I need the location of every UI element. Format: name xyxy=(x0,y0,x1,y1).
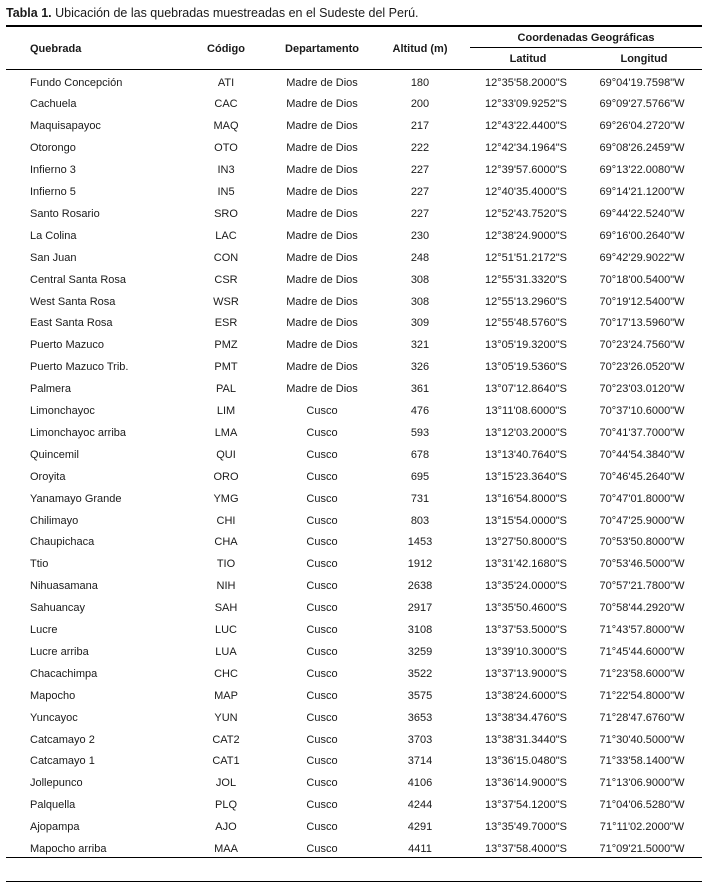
cell-latitud: 12°40'35.4000"S xyxy=(485,186,567,198)
cell-latitud: 13°35'24.0000"S xyxy=(485,580,567,593)
coordenadas-subrule xyxy=(470,47,702,48)
table-row xyxy=(6,115,702,137)
cell-longitud: 71°43'57.8000"W xyxy=(599,624,685,636)
table-row xyxy=(6,181,702,203)
cell-longitud: 69°08'26.2459"W xyxy=(599,142,685,155)
cell-altitud: 593 xyxy=(410,426,430,439)
cell-altitud: 227 xyxy=(410,186,430,198)
cell-longitud: 70°23'26.0520"W xyxy=(599,361,685,374)
cell-codigo: CHI xyxy=(216,514,236,527)
cell-longitud: 69°13'22.0080"W xyxy=(599,164,685,177)
cell-departamento: Cusco xyxy=(306,667,338,680)
cell-codigo: CAC xyxy=(214,98,238,111)
cell-codigo: ATI xyxy=(217,76,235,89)
cell-latitud: 13°15'23.3640"S xyxy=(485,470,567,483)
table-row xyxy=(6,575,702,597)
cell-altitud: 308 xyxy=(410,295,430,308)
cell-codigo: MAP xyxy=(214,689,238,702)
cell-latitud: 13°12'03.2000"S xyxy=(485,426,567,439)
table-row xyxy=(6,488,702,510)
cell-latitud: 13°05'19.3200"S xyxy=(485,339,567,352)
cell-longitud: 70°47'01.8000"W xyxy=(599,492,685,505)
top-rule xyxy=(6,25,702,27)
cell-quebrada: Palquella xyxy=(30,799,76,812)
cell-longitud: 70°53'46.5000"W xyxy=(599,558,685,571)
cell-codigo: TIO xyxy=(216,558,236,571)
cell-quebrada: Infierno 3 xyxy=(30,164,76,177)
cell-latitud: 13°11'08.6000"S xyxy=(485,405,567,417)
cell-altitud: 803 xyxy=(410,514,430,527)
cell-departamento: Cusco xyxy=(306,470,338,483)
cell-quebrada: Infierno 5 xyxy=(30,186,76,198)
cell-quebrada: Chaupichaca xyxy=(30,536,95,549)
cell-altitud: 731 xyxy=(410,492,430,505)
cell-altitud: 678 xyxy=(410,448,430,461)
cell-latitud: 13°37'54.1200"S xyxy=(485,799,567,812)
cell-departamento: Cusco xyxy=(306,580,338,593)
cell-codigo: CAT2 xyxy=(212,733,240,746)
cell-longitud: 70°18'00.5400"W xyxy=(599,273,685,286)
cell-altitud: 227 xyxy=(410,164,430,177)
cell-longitud: 71°33'58.1400"W xyxy=(599,755,685,768)
table-row xyxy=(6,137,702,159)
cell-departamento: Madre de Dios xyxy=(286,229,358,242)
table-row xyxy=(6,729,702,751)
header-quebrada: Quebrada xyxy=(30,43,82,55)
cell-longitud: 70°58'44.2920"W xyxy=(599,602,685,615)
cell-quebrada: Otorongo xyxy=(30,142,76,155)
header-longitud: Longitud xyxy=(620,53,668,65)
cell-quebrada: Sahuancay xyxy=(30,602,86,615)
table-row xyxy=(6,641,702,663)
cell-altitud: 222 xyxy=(410,142,430,155)
cell-quebrada: Catcamayo 2 xyxy=(30,733,95,746)
cell-quebrada: Ttio xyxy=(30,558,49,571)
cell-departamento: Cusco xyxy=(306,536,338,549)
table-row xyxy=(6,531,702,553)
header-departamento: Departamento xyxy=(285,43,359,55)
cell-altitud: 3522 xyxy=(407,667,433,680)
cell-latitud: 13°16'54.8000"S xyxy=(485,492,567,505)
cell-latitud: 13°31'42.1680"S xyxy=(485,558,567,571)
cell-latitud: 13°38'31.3440"S xyxy=(485,733,567,746)
cell-departamento: Madre de Dios xyxy=(286,207,358,220)
cell-altitud: 180 xyxy=(410,76,430,89)
table-row xyxy=(6,356,702,378)
cell-altitud: 217 xyxy=(410,120,430,133)
cell-altitud: 3703 xyxy=(407,733,433,746)
cell-codigo: AJO xyxy=(215,821,237,834)
cell-latitud: 12°43'22.4400"S xyxy=(485,120,567,133)
cell-altitud: 248 xyxy=(410,251,430,264)
table-row xyxy=(6,378,702,400)
cell-longitud: 69°09'27.5766"W xyxy=(599,98,685,111)
cell-codigo: QUI xyxy=(216,448,236,461)
cell-latitud: 13°38'24.6000"S xyxy=(485,689,567,702)
cell-departamento: Madre de Dios xyxy=(286,98,358,111)
table-row xyxy=(6,750,702,772)
cell-departamento: Madre de Dios xyxy=(286,120,358,133)
cell-departamento: Madre de Dios xyxy=(286,142,358,155)
cell-codigo: WSR xyxy=(213,295,239,308)
cell-departamento: Cusco xyxy=(306,405,338,417)
cell-departamento: Madre de Dios xyxy=(286,76,358,89)
cell-quebrada: Limonchayoc xyxy=(30,405,95,417)
cell-longitud: 70°46'45.2640"W xyxy=(599,470,685,483)
cell-quebrada: Central Santa Rosa xyxy=(30,273,126,286)
cell-latitud: 12°38'24.9000"S xyxy=(485,229,567,242)
cell-departamento: Madre de Dios xyxy=(286,339,358,352)
cell-codigo: IN3 xyxy=(217,164,235,177)
cell-codigo: LUC xyxy=(214,624,237,636)
cell-altitud: 3714 xyxy=(407,755,433,768)
cell-quebrada: Mapocho arriba xyxy=(30,843,107,855)
cell-codigo: PMT xyxy=(214,361,238,374)
table-row xyxy=(6,707,702,729)
cell-longitud: 70°23'24.7560"W xyxy=(599,339,685,352)
cell-altitud: 3575 xyxy=(407,689,433,702)
cell-departamento: Cusco xyxy=(306,492,338,505)
cell-latitud: 13°35'50.4600"S xyxy=(485,602,567,615)
cell-latitud: 13°27'50.8000"S xyxy=(485,536,567,549)
cell-quebrada: Jollepunco xyxy=(30,777,83,790)
cell-altitud: 309 xyxy=(410,317,430,330)
cell-departamento: Madre de Dios xyxy=(286,361,358,374)
cell-departamento: Cusco xyxy=(306,645,338,658)
table-row xyxy=(6,619,702,641)
cell-latitud: 12°42'34.1964"S xyxy=(485,142,567,155)
cell-departamento: Cusco xyxy=(306,426,338,439)
cell-quebrada: Quincemil xyxy=(30,448,79,461)
cell-departamento: Cusco xyxy=(306,843,338,855)
cell-latitud: 13°15'54.0000"S xyxy=(485,514,567,527)
cell-quebrada: East Santa Rosa xyxy=(30,317,113,330)
cell-codigo: ORO xyxy=(213,470,239,483)
cell-quebrada: Ajopampa xyxy=(30,821,80,834)
cell-quebrada: Chilimayo xyxy=(30,514,79,527)
cell-quebrada: La Colina xyxy=(30,229,77,242)
cell-altitud: 476 xyxy=(410,405,430,417)
cell-altitud: 4244 xyxy=(407,799,433,812)
table-row xyxy=(6,510,702,532)
cell-altitud: 308 xyxy=(410,273,430,286)
cell-codigo: LAC xyxy=(215,229,237,242)
cell-departamento: Madre de Dios xyxy=(286,295,358,308)
cell-altitud: 326 xyxy=(410,361,430,374)
cell-codigo: PLQ xyxy=(214,799,237,812)
cell-altitud: 3108 xyxy=(407,624,433,636)
cell-longitud: 70°17'13.5960"W xyxy=(599,317,685,330)
cell-quebrada: Puerto Mazuco Trib. xyxy=(30,361,129,374)
cell-latitud: 13°38'34.4760"S xyxy=(485,711,567,724)
cell-codigo: IN5 xyxy=(217,186,235,198)
cell-altitud: 200 xyxy=(410,98,430,111)
cell-altitud: 230 xyxy=(410,229,430,242)
cell-latitud: 12°52'43.7520"S xyxy=(485,207,567,220)
table-row xyxy=(6,159,702,181)
cell-codigo: JOL xyxy=(215,777,237,790)
cell-departamento: Madre de Dios xyxy=(286,164,358,177)
header-coordenadas: Coordenadas Geográficas xyxy=(517,32,655,44)
cell-latitud: 12°35'58.2000"S xyxy=(485,76,567,89)
table-row xyxy=(6,553,702,575)
cell-latitud: 13°35'49.7000"S xyxy=(485,821,567,834)
cell-codigo: OTO xyxy=(214,142,238,155)
cell-latitud: 13°07'12.8640"S xyxy=(485,383,567,396)
header-latitud: Latitud xyxy=(509,53,547,65)
cell-altitud: 3653 xyxy=(407,711,433,724)
cell-codigo: CHA xyxy=(214,536,238,549)
cell-codigo: LUA xyxy=(215,645,237,658)
cell-departamento: Cusco xyxy=(306,821,338,834)
cell-altitud: 1453 xyxy=(407,536,433,549)
table-row xyxy=(6,794,702,816)
cell-altitud: 4411 xyxy=(408,843,432,855)
cell-latitud: 13°05'19.5360"S xyxy=(485,361,567,374)
cell-altitud: 227 xyxy=(410,207,430,220)
cell-longitud: 70°23'03.0120"W xyxy=(599,383,685,396)
cell-quebrada: Santo Rosario xyxy=(30,207,100,220)
table-row xyxy=(6,400,702,422)
cell-latitud: 12°55'48.5760"S xyxy=(485,317,567,330)
cell-quebrada: Cachuela xyxy=(30,98,77,111)
cell-quebrada: San Juan xyxy=(30,251,77,264)
table-row xyxy=(6,772,702,794)
cell-quebrada: Oroyita xyxy=(30,470,66,483)
cell-departamento: Cusco xyxy=(306,777,338,790)
cell-codigo: YUN xyxy=(214,711,238,724)
cell-departamento: Cusco xyxy=(306,448,338,461)
cell-codigo: CON xyxy=(213,251,239,264)
cell-departamento: Madre de Dios xyxy=(286,186,358,198)
header-rule xyxy=(6,69,702,70)
cell-quebrada: Palmera xyxy=(30,383,71,396)
table-row xyxy=(6,291,702,313)
table-row xyxy=(6,685,702,707)
cell-quebrada: Lucre arriba xyxy=(30,645,89,658)
cell-altitud: 361 xyxy=(410,383,430,396)
table-row xyxy=(6,72,702,94)
cell-latitud: 13°37'53.5000"S xyxy=(485,624,567,636)
cell-codigo: SRO xyxy=(214,207,238,220)
cell-latitud: 13°36'15.0480"S xyxy=(485,755,567,768)
cell-codigo: PAL xyxy=(216,383,236,396)
header-altitud: Altitud (m) xyxy=(392,43,448,55)
cell-departamento: Cusco xyxy=(306,514,338,527)
header-codigo: Código xyxy=(207,43,245,55)
cell-longitud: 71°11'02.2000"W xyxy=(599,821,685,834)
cell-quebrada: Nihuasamana xyxy=(30,580,98,593)
cell-departamento: Cusco xyxy=(306,689,338,702)
cell-quebrada: West Santa Rosa xyxy=(30,295,116,308)
cell-longitud: 69°16'00.2640"W xyxy=(599,229,685,242)
cell-codigo: PMZ xyxy=(214,339,238,352)
table-row xyxy=(6,422,702,444)
cell-longitud: 70°37'10.6000"W xyxy=(599,405,685,417)
cell-quebrada: Mapocho xyxy=(30,689,76,702)
cell-quebrada: Yanamayo Grande xyxy=(30,492,122,505)
table-row xyxy=(6,816,702,838)
cell-latitud: 12°33'09.9252"S xyxy=(485,98,567,111)
cell-latitud: 12°51'51.2172"S xyxy=(485,251,567,264)
table-caption xyxy=(6,4,419,22)
cell-longitud: 70°47'25.9000"W xyxy=(599,514,685,527)
cell-longitud: 69°04'19.7598"W xyxy=(599,76,685,89)
cell-departamento: Madre de Dios xyxy=(286,251,358,264)
bottom-rule xyxy=(6,857,702,858)
table-row xyxy=(6,334,702,356)
cell-departamento: Madre de Dios xyxy=(286,383,358,396)
cell-longitud: 71°45'44.6000"W xyxy=(599,645,685,658)
table-row xyxy=(6,466,702,488)
cell-quebrada: Lucre xyxy=(30,624,58,636)
cell-latitud: 13°37'13.9000"S xyxy=(485,667,567,680)
cell-altitud: 321 xyxy=(410,339,430,352)
cell-longitud: 70°41'37.7000"W xyxy=(599,426,685,439)
cell-latitud: 13°39'10.3000"S xyxy=(485,645,567,658)
cell-latitud: 12°39'57.6000"S xyxy=(485,164,567,177)
cell-quebrada: Puerto Mazuco xyxy=(30,339,104,352)
cell-departamento: Madre de Dios xyxy=(286,317,358,330)
cell-quebrada: Fundo Concepción xyxy=(30,76,123,89)
table-row xyxy=(6,247,702,269)
cell-codigo: LIM xyxy=(216,405,236,417)
cell-quebrada: Limonchayoc arriba xyxy=(30,426,126,439)
footer-rule xyxy=(6,881,702,882)
cell-codigo: CHC xyxy=(214,667,238,680)
cell-departamento: Cusco xyxy=(306,711,338,724)
cell-longitud: 70°19'12.5400"W xyxy=(599,295,685,308)
cell-departamento: Cusco xyxy=(306,799,338,812)
cell-altitud: 4106 xyxy=(407,777,433,790)
cell-altitud: 3259 xyxy=(407,645,433,658)
cell-codigo: NIH xyxy=(216,580,236,593)
cell-codigo: ESR xyxy=(214,317,238,330)
cell-codigo: LMA xyxy=(214,426,238,439)
cell-altitud: 1912 xyxy=(407,558,433,571)
cell-longitud: 69°44'22.5240"W xyxy=(599,207,685,220)
table-row xyxy=(6,312,702,334)
cell-codigo: SAH xyxy=(214,602,238,615)
cell-longitud: 71°13'06.9000"W xyxy=(599,777,685,790)
cell-codigo: YMG xyxy=(213,492,239,505)
cell-latitud: 13°36'14.9000"S xyxy=(485,777,567,790)
cell-longitud: 69°14'21.1200"W xyxy=(599,186,685,198)
cell-altitud: 2638 xyxy=(407,580,433,593)
table-caption-text: Ubicación de las quebradas muestreadas en el Sudeste del Perú. xyxy=(55,6,419,20)
cell-codigo: CAT1 xyxy=(212,755,240,768)
cell-altitud: 2917 xyxy=(407,602,433,615)
cell-departamento: Madre de Dios xyxy=(286,273,358,286)
cell-departamento: Cusco xyxy=(306,624,338,636)
cell-quebrada: Catcamayo 1 xyxy=(30,755,95,768)
cell-longitud: 71°30'40.5000"W xyxy=(599,733,685,746)
cell-codigo: CSR xyxy=(214,273,238,286)
cell-longitud: 70°57'21.7800"W xyxy=(599,580,685,593)
cell-longitud: 71°09'21.5000"W xyxy=(599,843,685,855)
cell-longitud: 69°42'29.9022"W xyxy=(599,251,685,264)
cell-departamento: Cusco xyxy=(306,602,338,615)
cell-departamento: Cusco xyxy=(306,755,338,768)
cell-codigo: MAQ xyxy=(213,120,239,133)
cell-codigo: MAA xyxy=(214,843,238,855)
cell-latitud: 12°55'31.3320"S xyxy=(485,273,567,286)
cell-latitud: 13°13'40.7640"S xyxy=(485,448,567,461)
cell-latitud: 13°37'58.4000"S xyxy=(485,843,567,855)
cell-longitud: 70°44'54.3840"W xyxy=(599,448,685,461)
table-row xyxy=(6,269,702,291)
cell-longitud: 71°28'47.6760"W xyxy=(599,711,685,724)
table-row xyxy=(6,225,702,247)
cell-altitud: 4291 xyxy=(407,821,433,834)
table-row xyxy=(6,203,702,225)
table-row xyxy=(6,663,702,685)
cell-altitud: 695 xyxy=(410,470,430,483)
table-row xyxy=(6,444,702,466)
cell-longitud: 70°53'50.8000"W xyxy=(599,536,685,549)
cell-longitud: 71°23'58.6000"W xyxy=(599,667,685,680)
cell-longitud: 69°26'04.2720"W xyxy=(599,120,685,133)
table-caption-label: Tabla 1. xyxy=(6,6,52,20)
cell-quebrada: Chacachimpa xyxy=(30,667,98,680)
cell-departamento: Cusco xyxy=(306,733,338,746)
cell-quebrada: Yuncayoc xyxy=(30,711,78,724)
cell-departamento: Cusco xyxy=(306,558,338,571)
cell-longitud: 71°04'06.5280"W xyxy=(599,799,685,812)
cell-latitud: 12°55'13.2960"S xyxy=(485,295,567,308)
table-row xyxy=(6,93,702,115)
table-row xyxy=(6,597,702,619)
cell-quebrada: Maquisapayoc xyxy=(30,120,101,133)
cell-longitud: 71°22'54.8000"W xyxy=(599,689,685,702)
